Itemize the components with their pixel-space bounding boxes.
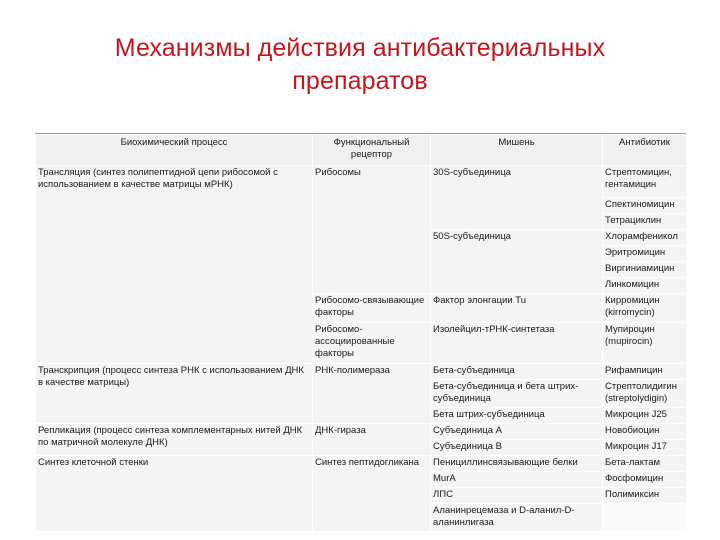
cell-antibiotic: Стрептомицин, гентамицин — [603, 166, 687, 198]
slide-title — [0, 32, 720, 98]
cell-antibiotic: Хлорамфеникол — [603, 230, 687, 246]
cell-process: Репликация (процесс синтеза комплементарных нитей ДНК по матричной молекуле ДНК) — [36, 424, 313, 456]
cell-receptor: Рибосомы — [313, 166, 431, 294]
header-row — [36, 135, 687, 166]
table-row — [36, 364, 687, 380]
cell-antibiotic: Спектиномицин — [603, 198, 687, 214]
cell-process: Трансляция (синтез полипептидной цепи рибосомой с использованием в качестве матрицы мРНК) — [36, 166, 313, 364]
cell-target: Изолейцил-тРНК-синтетаза — [431, 323, 603, 364]
title-line-1: Механизмы действия антибактериальных — [114, 34, 606, 62]
cell-target: 30S-субъединица — [431, 166, 603, 230]
cell-antibiotic: Микроцин J17 — [603, 440, 687, 456]
cell-antibiotic: Кирромицин (kirromycin) — [603, 294, 687, 323]
cell-target: Субъединица А — [431, 424, 603, 440]
table-row — [36, 424, 687, 440]
cell-antibiotic: Микроцин J25 — [603, 408, 687, 424]
header-antibiotic: Антибиотик — [603, 135, 687, 166]
cell-target: Фактор элонгации Tu — [431, 294, 603, 323]
cell-antibiotic: Новобиоцин — [603, 424, 687, 440]
cell-target: Бета-субъединица — [431, 364, 603, 380]
table-row — [36, 456, 687, 472]
cell-target: Субъединица В — [431, 440, 603, 456]
cell-target: Бета-субъединица и бета штрих-субъединица — [431, 380, 603, 408]
cell-antibiotic: Тетрациклин — [603, 214, 687, 230]
cell-antibiotic: Стрептолидигин (streptolydigin) — [603, 380, 687, 408]
cell-process: Транскрипция (процесс синтеза РНК с использованием ДНК в качестве матрицы) — [36, 364, 313, 424]
cell-antibiotic: Виргиниамицин — [603, 262, 687, 278]
header-process: Биохимический процесс — [36, 135, 313, 166]
cell-receptor: Рибосомо-ассоциированные факторы — [313, 323, 431, 364]
cell-antibiotic: Рифампицин — [603, 364, 687, 380]
header-target: Мишень — [431, 135, 603, 166]
table — [35, 134, 687, 532]
cell-target: Пенициллинсвязывающие белки — [431, 456, 603, 472]
cell-receptor: ДНК-гираза — [313, 424, 431, 456]
cell-target: Бета штрих-субъединица — [431, 408, 603, 424]
cell-process: Синтез клеточной стенки — [36, 456, 313, 532]
cell-antibiotic: Бета-лактам — [603, 456, 687, 472]
cell-target: ЛПС — [431, 488, 603, 504]
cell-antibiotic-empty — [603, 504, 687, 532]
cell-target: 50S-субъединица — [431, 230, 603, 294]
cell-antibiotic: Мупироцин (mupirocin) — [603, 323, 687, 364]
cell-receptor: Рибосомо-связывающие факторы — [313, 294, 431, 323]
cell-antibiotic: Полимиксин — [603, 488, 687, 504]
header-receptor: Функциональный рецептор — [313, 135, 431, 166]
cell-receptor: Синтез пептидогликана — [313, 456, 431, 532]
cell-receptor: РНК-полимераза — [313, 364, 431, 424]
title-line-2: препаратов — [292, 67, 428, 95]
cell-target: MurA — [431, 472, 603, 488]
cell-antibiotic: Фосфомицин — [603, 472, 687, 488]
cell-antibiotic: Линкомицин — [603, 278, 687, 294]
table-row — [36, 166, 687, 198]
cell-antibiotic: Эритромицин — [603, 246, 687, 262]
mechanisms-table — [35, 133, 686, 528]
cell-target: Аланинрецемаза и D-аланил-D-аланинлигаза — [431, 504, 603, 532]
